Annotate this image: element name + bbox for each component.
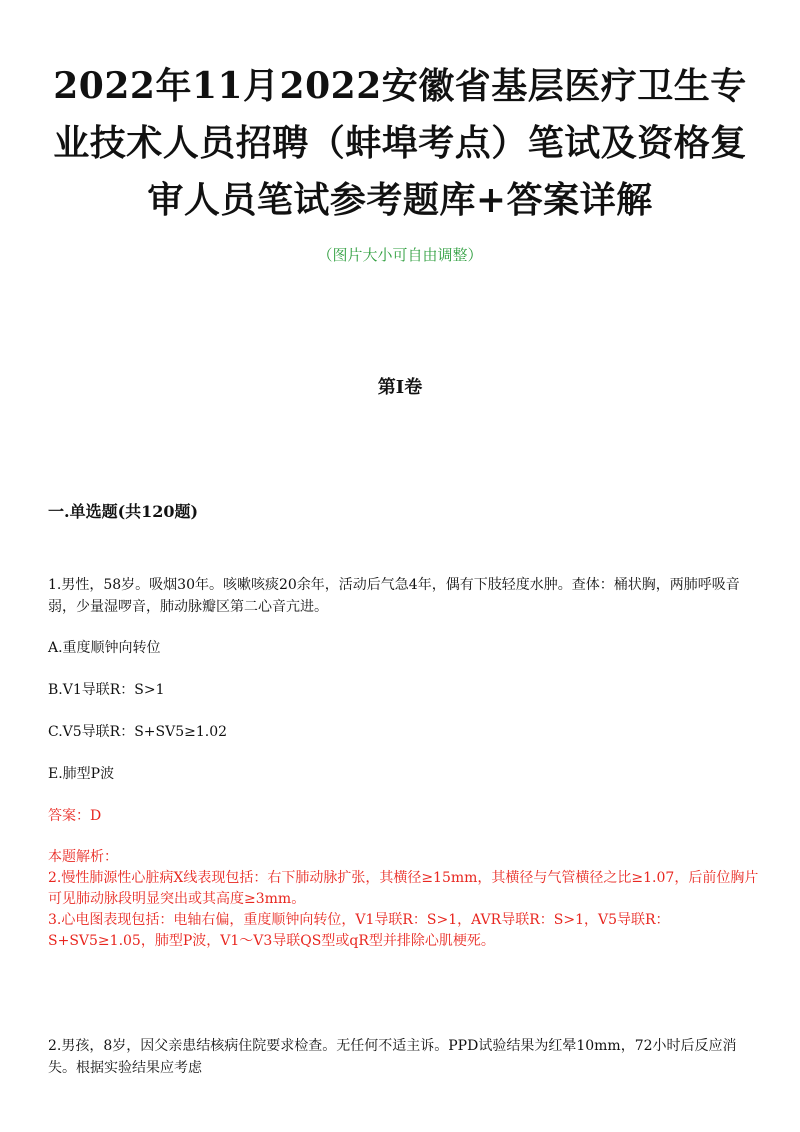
- question-1-option-a: A.重度顺钟向转位: [48, 640, 161, 656]
- question-1-analysis: [48, 847, 760, 952]
- title-line-2: 业技术人员招聘（蚌埠考点）笔试及资格复: [53, 122, 747, 164]
- question-1-option-c: C.V5导联R：S+SV5≥1.02: [48, 724, 228, 740]
- analysis-point-2: 2.慢性肺源性心脏病X线表现包括：右下肺动脉扩张，其横径≥15mm，其横径与气管横径之比≥1.07，后前位胸片可见肺动脉段明显突出或其高度≥3mm。: [48, 870, 759, 907]
- analysis-point-3: 3.心电图表现包括：电轴右偏，重度顺钟向转位，V1导联R：S>1，AVR导联R：S>1，V5导联R：S+SV5≥1.05，肺型P波，V1～V3导联QS型或qR型并排除心肌梗死。: [48, 912, 670, 949]
- title-line-3: 审人员笔试参考题库+答案详解: [147, 179, 653, 221]
- question-1-stem: 1.男性，58岁。吸烟30年。咳嗽咳痰20余年，活动后气急4年，偶有下肢轻度水肿。查体：桶状胸，两肺呼吸音弱，少量湿啰音，肺动脉瓣区第二心音亢进。: [48, 577, 740, 615]
- question-2-stem: 2.男孩，8岁，因父亲患结核病住院要求检查。无任何不适主诉。PPD试验结果为红晕10mm，72小时后反应消失。根据实验结果应考虑: [48, 1038, 737, 1076]
- analysis-heading: 本题解析：: [48, 849, 118, 865]
- question-1-option-b: B.V1导联R：S>1: [48, 682, 165, 698]
- question-1-answer: 答案：D: [48, 808, 102, 824]
- document-title: [40, 58, 760, 229]
- question-1-option-e: E.肺型P波: [48, 766, 115, 782]
- volume-heading: 第I卷: [377, 377, 423, 398]
- image-size-note: （图片大小可自由调整）: [317, 246, 483, 264]
- section-heading: 一.单选题(共120题): [48, 502, 199, 521]
- title-line-1: 2022年11月2022安徽省基层医疗卫生专: [53, 65, 747, 107]
